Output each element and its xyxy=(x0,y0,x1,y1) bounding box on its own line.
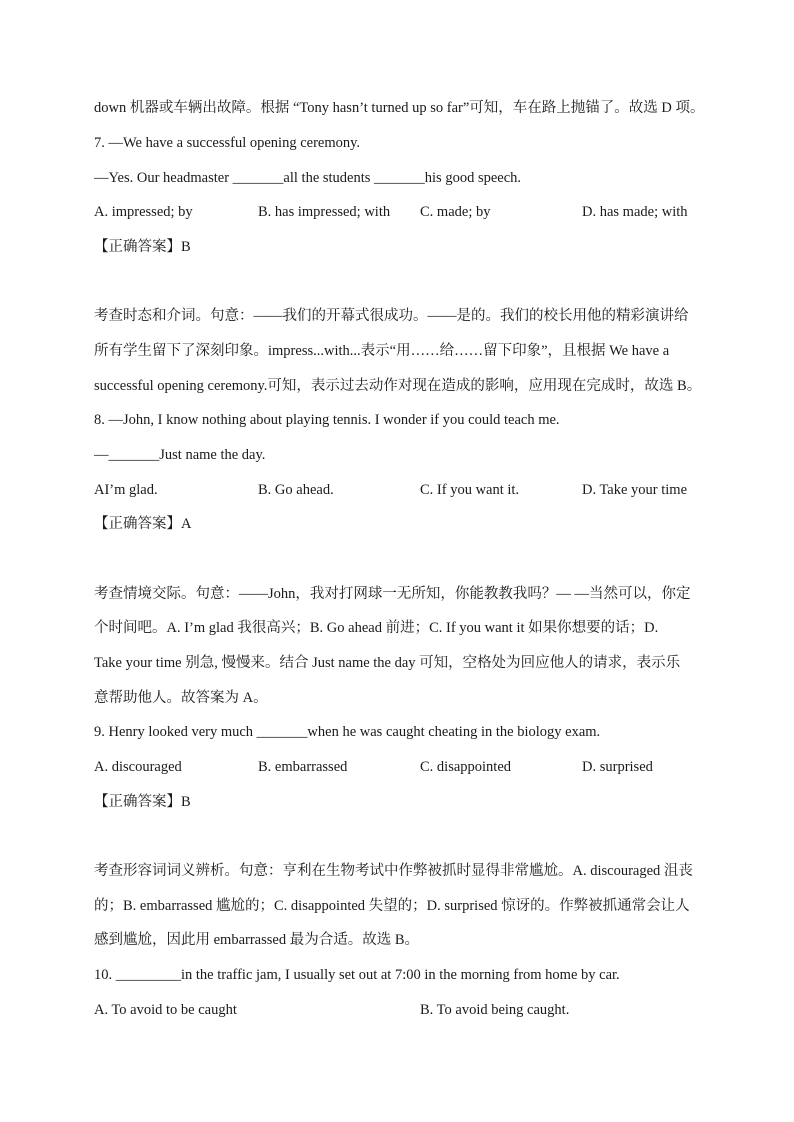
q9-option-a: A. discouraged xyxy=(94,759,182,775)
q8-option-d: D. Take your time xyxy=(582,482,688,498)
q7-option-d: D. has made; with xyxy=(582,204,688,220)
question-8-explanation-line: 意帮助他人。故答案为 A。 xyxy=(94,690,268,706)
question-7-explanation-line: 所有学生留下了深刻印象。impress...with...表示“用……给……留下印象”，且根据 We have a xyxy=(94,343,670,359)
question-7-explanation-line: 考查时态和介词。句意：——我们的开幕式很成功。——是的。我们的校长用他的精彩演讲给 xyxy=(94,308,689,324)
question-8-reply: —_______Just name the day. xyxy=(94,447,266,463)
q9-option-c: C. disappointed xyxy=(420,759,512,775)
q7-option-a: A. impressed; by xyxy=(94,204,193,220)
q10-option-b: B. To avoid being caught. xyxy=(420,1002,570,1018)
question-7-options xyxy=(94,202,706,222)
question-9-answer: 【正确答案】B xyxy=(94,794,191,810)
question-8-options xyxy=(94,480,706,500)
question-10-options xyxy=(94,1000,706,1020)
q7-option-c: C. made; by xyxy=(420,204,491,220)
question-7-reply: —Yes. Our headmaster _______all the students _______his good speech. xyxy=(94,170,522,186)
question-9-explanation-line: 的；B. embarrassed 尴尬的；C. disappointed 失望的；D. surprised 惊讶的。作弊被抓通常会让人 xyxy=(94,898,690,914)
question-9-explanation-line: 感到尴尬，因此用 embarrassed 最为合适。故选 B。 xyxy=(94,932,420,948)
q10-option-a: A. To avoid to be caught xyxy=(94,1002,237,1018)
question-7-answer: 【正确答案】B xyxy=(94,239,191,255)
question-8-explanation-line: 个时间吧。A. I’m glad 我很高兴；B. Go ahead 前进；C. If you want it 如果你想要的话；D. xyxy=(94,620,659,636)
q7-option-b: B. has impressed; with xyxy=(258,204,391,220)
question-9-stem: 9. Henry looked very much _______when he was caught cheating in the biology exam. xyxy=(94,724,601,740)
question-9-options xyxy=(94,757,706,777)
question-10-stem: 10. _________in the traffic jam, I usually set out at 7:00 in the morning from home by car. xyxy=(94,967,620,983)
question-8-stem: 8. —John, I know nothing about playing tennis. I wonder if you could teach me. xyxy=(94,412,560,428)
question-7-stem: 7. —We have a successful opening ceremony. xyxy=(94,135,361,151)
question-7-explanation-line: successful opening ceremony.可知，表示过去动作对现在造成的影响，应用现在完成时，故选 B。 xyxy=(94,378,702,394)
q9-option-b: B. embarrassed xyxy=(258,759,348,775)
question-8-explanation-line: 考查情境交际。句意：——John，我对打网球一无所知，你能教教我吗？— —当然可以，你定 xyxy=(94,586,691,602)
previous-explanation-tail: down 机器或车辆出故障。根据 “Tony hasn’t turned up so far”可知，车在路上抛锚了。故选 D 项。 xyxy=(94,100,705,116)
q8-option-b: B. Go ahead. xyxy=(258,482,334,498)
question-8-explanation-line: Take your time 别急, 慢慢来。结合 Just name the day 可知，空格处为回应他人的请求，表示乐 xyxy=(94,655,681,671)
question-8-answer: 【正确答案】A xyxy=(94,516,192,532)
q8-option-c: C. If you want it. xyxy=(420,482,520,498)
question-9-explanation-line: 考查形容词词义辨析。句意：亨利在生物考试中作弊被抓时显得非常尴尬。A. discouraged 沮丧 xyxy=(94,863,693,879)
q9-option-d: D. surprised xyxy=(582,759,653,775)
q8-option-a: AI’m glad. xyxy=(94,482,158,498)
